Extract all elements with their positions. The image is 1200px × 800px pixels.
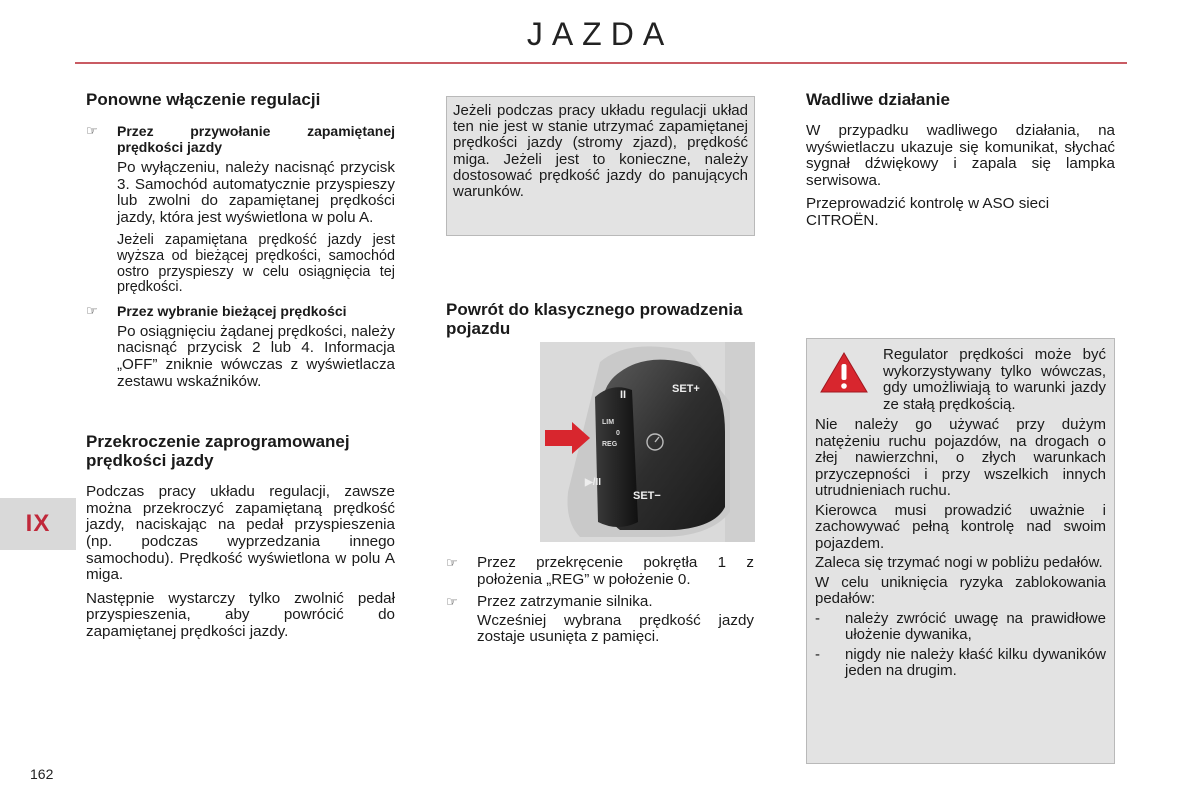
column-middle-bottom	[446, 555, 754, 653]
section-heading-return: Powrót do klasycznego prowadzenia pojazdu	[446, 300, 743, 338]
list-item: - nigdy nie należy kłaść kilku dywaników jeden na drugim.	[815, 645, 1106, 679]
warning-lead: Regulator prędkości może być wykorzystywany tylko wówczas, gdy umożliwiają to warunki jazdy ze stałą prędkością.	[883, 346, 1106, 413]
bullet-label: Przez wybranie bieżącej prędkości	[117, 302, 347, 319]
page-title: JAZDA	[526, 16, 674, 52]
zero-label: 0	[616, 430, 620, 437]
paragraph: Po osiągnięciu żądanej prędkości, należy nacisnąć przycisk 2 lub 4. Informacja „OFF” zniknie wówczas z wyświetlacza zestawu wskaźników.	[117, 322, 395, 390]
paragraph: Nie należy go używać przy dużym natężeniu ruchu pojazdów, na drogach o złej nawierzchni, o złych warunkach przyczepności i przy wszelkich innych utrudnieniach ruchu.	[815, 416, 1106, 499]
header-rule	[75, 62, 1127, 64]
section-heading-exceed: Przekroczenie zaprogramowanej prędkości jazdy	[86, 432, 350, 471]
reg-label: REG	[602, 441, 618, 448]
paragraph: Kierowca musi prowadzić uważnie i zachowywać pełną kontrolę nad swoim pojazdem.	[815, 501, 1106, 552]
section-heading-fault: Wadliwe działanie	[806, 90, 950, 109]
paragraph: Zaleca się trzymać nogi w pobliżu pedałów.	[815, 554, 1103, 571]
list-item	[86, 123, 395, 155]
set-minus-label: SET−	[633, 490, 661, 502]
set-plus-label: SET+	[672, 383, 700, 395]
list-item	[446, 555, 754, 588]
section-heading-resume: Ponowne włączenie regulacji	[86, 90, 321, 109]
column-left	[86, 90, 395, 647]
column-right	[806, 90, 1115, 237]
resume-label: ▶/II	[585, 477, 602, 488]
warning-box	[806, 338, 1115, 764]
list-item	[446, 594, 754, 611]
bullet-text: Przez zatrzymanie silnika.	[477, 593, 653, 611]
list-item-text: należy zwrócić uwagę na prawidłowe ułożenie dywanika,	[845, 609, 1106, 643]
paragraph: W celu uniknięcia ryzyka zablokowania pedałów:	[815, 573, 1106, 607]
list-item-text: nigdy nie należy kłaść kilku dywaników jeden na drugim.	[845, 645, 1106, 679]
chapter-tab[interactable]: IX	[0, 498, 76, 550]
pointing-hand-icon: ☞	[446, 594, 458, 610]
paragraph: Podczas pracy układu regulacji, zawsze można przekroczyć zapamiętaną prędkość jazdy, naciskając na pedał przyspieszenia (np. podczas wyprzedzania innego samochodu). Prędkość wyświetlona w polu A miga.	[86, 483, 395, 584]
paragraph: Po wyłączeniu, należy nacisnąć przycisk 3. Samochód automatycznie przyspieszy lub zwolni do zapamiętanej prędkości jazdy, która jest wyświetlona w polu A.	[117, 159, 395, 226]
lim-label: LIM	[602, 419, 615, 426]
pointing-hand-icon: ☞	[86, 123, 98, 138]
pointing-hand-icon: ☞	[446, 555, 458, 570]
bullet-label: Przez przywołanie zapamiętanej prędkości jazdy	[117, 123, 395, 155]
paragraph: Wcześniej wybrana prędkość jazdy zostaje usunięta z pamięci.	[477, 611, 754, 646]
note-box	[446, 96, 755, 236]
bullet-text: Przez przekręcenie pokrętła 1 z położenia „REG” w położenie 0.	[477, 554, 754, 588]
paragraph: Przeprowadzić kontrolę w ASO sieci CITROËN.	[806, 195, 1050, 229]
list-item: - należy zwrócić uwagę na prawidłowe ułożenie dywanika,	[815, 609, 1106, 643]
paragraph: Następnie wystarczy tylko zwolnić pedał przyspieszenia, aby powrócić do zapamiętanej prędkości jazdy.	[86, 589, 395, 640]
page-number: 162	[30, 766, 54, 782]
list-item	[86, 303, 395, 319]
pause-label: II	[620, 389, 627, 401]
note-text: Jeżeli podczas pracy układu regulacji układ ten nie jest w stanie utrzymać zapamiętanej prędkości jazdy (stromy zjazd), prędkość miga. Jeżeli jest to konieczne, należy dostosować prędkość jazdy do panujących warunków.	[453, 102, 748, 201]
cruise-control-stalk-illustration	[540, 342, 755, 542]
paragraph: W przypadku wadliwego działania, na wyświetlaczu ukazuje się komunikat, słychać sygnał dźwiękowy i zapala się lampka serwisowa.	[806, 122, 1115, 189]
pointing-hand-icon: ☞	[86, 302, 98, 318]
warning-icon	[819, 351, 869, 395]
paragraph: Jeżeli zapamiętana prędkość jazdy jest wyższa od bieżącej prędkości, samochód ostro przyspieszy w celu osiągnięcia tej prędkości.	[117, 232, 395, 296]
